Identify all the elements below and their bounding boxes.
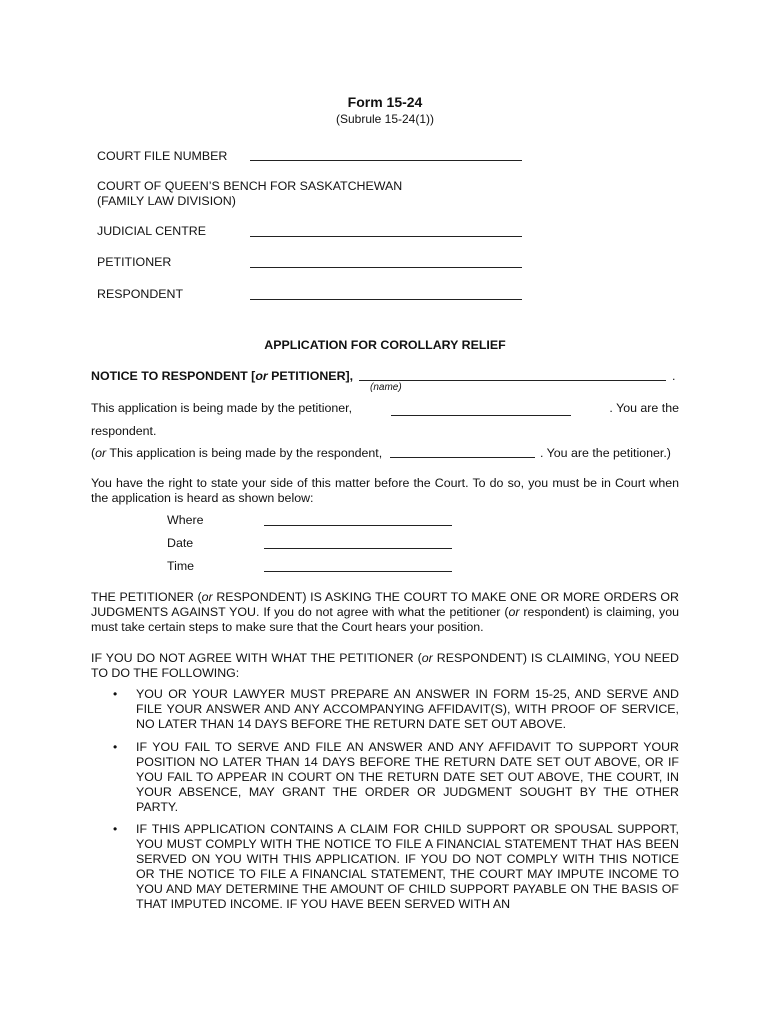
bullet-symbol: • xyxy=(113,687,118,701)
if-disagree-b: RESPONDENT) IS CLAIMING, YOU NEED TO DO THE FOLLOWING: xyxy=(91,651,679,680)
date-field[interactable] xyxy=(264,548,452,549)
made-by-respondent-or: or xyxy=(95,446,107,460)
petitioner-name-field[interactable] xyxy=(391,403,571,416)
application-title: APPLICATION FOR COROLLARY RELIEF xyxy=(264,338,506,352)
if-disagree-paragraph xyxy=(91,651,679,681)
bullet-item: YOU OR YOUR LAWYER MUST PREPARE AN ANSWER IN FORM 15-25, AND SERVE AND FILE YOUR ANSWER AND ANY ACCOMPANYING AFFIDAVIT(S), WITH PROOF OF SERVICE, NO LATER THAN 14 DAYS BEFORE THE RETURN DATE SET OUT ABOVE. xyxy=(136,687,679,731)
notice-or: or xyxy=(255,369,268,383)
made-by-respondent-line xyxy=(91,446,382,461)
court-name-line2: (FAMILY LAW DIVISION) xyxy=(97,194,236,208)
petitioner-field[interactable] xyxy=(250,267,522,268)
made-by-petitioner-text-end: . You are the xyxy=(609,401,679,415)
notice-heading xyxy=(91,369,353,384)
petitioner-asking-paragraph xyxy=(91,590,679,635)
name-caption: (name) xyxy=(370,382,402,393)
made-by-respondent-end: . You are the petitioner.) xyxy=(540,446,671,460)
respondent-field[interactable] xyxy=(250,299,522,300)
notice-end-period: . xyxy=(672,369,676,383)
notice-suffix: PETITIONER], xyxy=(267,369,354,383)
made-by-petitioner-respondent: respondent. xyxy=(91,424,157,438)
right-to-state-paragraph: You have the right to state your side of this matter before the Court. To do so, you must be in Court when the application is heard as shown below: xyxy=(91,476,679,505)
court-file-number-label: COURT FILE NUMBER xyxy=(97,149,228,163)
respondent-label: RESPONDENT xyxy=(97,287,184,301)
if-disagree-or: or xyxy=(421,651,433,665)
where-field[interactable] xyxy=(264,525,452,526)
court-name-line1: COURT OF QUEEN’S BENCH FOR SASKATCHEWAN xyxy=(97,179,403,193)
petitioner-asking-b: RESPONDENT) IS ASKING THE COURT TO MAKE ONE OR MORE ORDERS OR JUDGMENTS AGAINST YOU. If you do not agree with what the petitioner ( xyxy=(91,590,679,619)
petitioner-label: PETITIONER xyxy=(97,255,172,269)
petitioner-asking-c: respondent) is claiming, you must take certain steps to make sure that the Court hears your position. xyxy=(91,605,679,634)
bullet-item: IF THIS APPLICATION CONTAINS A CLAIM FOR CHILD SUPPORT OR SPOUSAL SUPPORT, YOU MUST COMPLY WITH THE NOTICE TO FILE A FINANCIAL STATEMENT THAT HAS BEEN SERVED ON YOU WITH THIS APPLICATION. IF YOU DO NOT COMPLY WITH THIS NOTICE OR THE NOTICE TO FILE A FINANCIAL STATEMENT, THE COURT MAY IMPUTE INCOME TO YOU AND MAY DETERMINE THE AMOUNT OF CHILD SUPPORT PAYABLE ON THE BASIS OF THAT IMPUTED INCOME. IF YOU HAVE BEEN SERVED WITH AN xyxy=(136,822,679,911)
court-file-number-field[interactable] xyxy=(250,160,522,161)
petitioner-asking-a: THE PETITIONER ( xyxy=(91,590,202,604)
if-disagree-a: IF YOU DO NOT AGREE WITH WHAT THE PETITIONER ( xyxy=(91,651,422,665)
bullet-symbol: • xyxy=(113,740,118,754)
judicial-centre-field[interactable] xyxy=(250,236,522,237)
bullet-item: IF YOU FAIL TO SERVE AND FILE AN ANSWER AND ANY AFFIDAVIT TO SUPPORT YOUR POSITION NO LATER THAN 14 DAYS BEFORE THE RETURN DATE SET OUT ABOVE, OR IF YOU FAIL TO APPEAR IN COURT ON THE RETURN DATE SET OUT ABOVE, THE COURT, IN YOUR ABSENCE, MAY GRANT THE ORDER OR JUDGMENT SOUGHT BY THE OTHER PARTY. xyxy=(136,740,679,814)
made-by-respondent-open: ( xyxy=(91,446,96,460)
notice-name-field[interactable] xyxy=(359,380,666,381)
judicial-centre-label: JUDICIAL CENTRE xyxy=(97,224,207,238)
made-by-petitioner-line xyxy=(91,401,679,416)
petitioner-asking-or1: or xyxy=(201,590,213,604)
where-label: Where xyxy=(167,513,204,527)
time-field[interactable] xyxy=(264,571,452,572)
petitioner-asking-or2: or xyxy=(508,605,520,619)
date-label: Date xyxy=(167,536,194,550)
made-by-respondent-text: This application is being made by the respondent, xyxy=(106,446,383,460)
made-by-petitioner-text: This application is being made by the petitioner, xyxy=(91,401,353,415)
notice-prefix: NOTICE TO RESPONDENT [ xyxy=(91,369,256,383)
bullet-symbol: • xyxy=(113,822,118,836)
form-subtitle: (Subrule 15-24(1)) xyxy=(335,112,435,126)
time-label: Time xyxy=(167,559,195,573)
respondent-name-field[interactable] xyxy=(390,457,535,458)
form-title: Form 15-24 xyxy=(347,94,423,110)
